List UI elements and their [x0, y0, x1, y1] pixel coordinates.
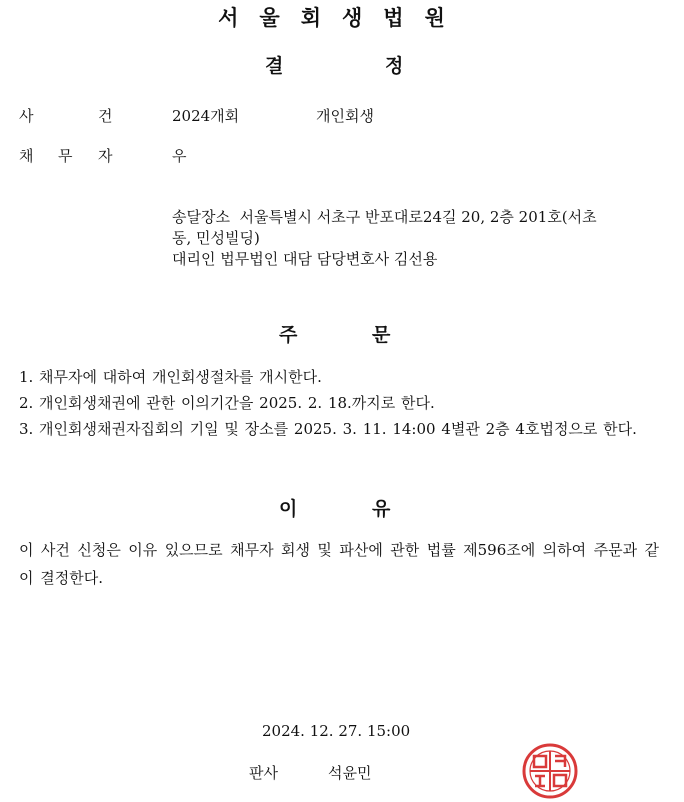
debtor-name: 우 — [172, 147, 187, 165]
case-label-right: 건 — [98, 107, 113, 125]
case-label-left: 사 — [19, 107, 34, 125]
order-item — [19, 417, 659, 442]
doc-title-left: 결 — [265, 55, 284, 77]
judge-role: 판사 — [249, 764, 278, 782]
service-agent: 대리인 법무법인 대담 담당변호사 김선용 — [172, 250, 438, 268]
judge-name: 석윤민 — [328, 764, 372, 782]
case-type: 개인회생 — [316, 107, 374, 125]
order-item — [19, 391, 659, 416]
service-address-line2: 동, 민성빌딩) — [172, 229, 260, 247]
order-item-text: 개인회생채권자집회의 기일 및 장소를 2025. 3. 11. 14:00 4별관 2층 4호법정으로 한다. — [39, 420, 637, 438]
debtor-label-1: 채 — [19, 147, 34, 165]
debtor-label-2: 무 — [58, 147, 73, 165]
debtor-label-3: 자 — [98, 147, 113, 165]
service-address-line1: 송달장소 서울특별시 서초구 반포대로24길 20, 2층 201호(서초 — [172, 208, 597, 226]
decision-date: 2024. 12. 27. 15:00 — [262, 722, 411, 740]
doc-title-right: 정 — [385, 55, 404, 77]
judge-seal-stamp-icon — [519, 742, 581, 800]
order-item-number: 2. — [19, 394, 34, 412]
order-title-left: 주 — [279, 324, 298, 346]
order-item — [19, 365, 659, 390]
order-title-right: 문 — [372, 324, 391, 346]
case-number: 2024개회 — [172, 107, 240, 125]
order-item-number: 3. — [19, 420, 34, 438]
reason-text: 이 사건 신청은 이유 있으므로 채무자 회생 및 파산에 관한 법률 제596조에 의하여 주문과 같이 결정한다. — [19, 541, 659, 587]
order-item-number: 1. — [19, 368, 34, 386]
order-item-text: 채무자에 대하여 개인회생절차를 개시한다. — [39, 368, 322, 386]
order-item-text: 개인회생채권에 관한 이의기간을 2025. 2. 18.까지로 한다. — [39, 394, 435, 412]
court-name: 서울회생법원 — [218, 6, 466, 30]
reason-title-right: 유 — [372, 498, 391, 520]
reason-title-left: 이 — [279, 498, 298, 520]
